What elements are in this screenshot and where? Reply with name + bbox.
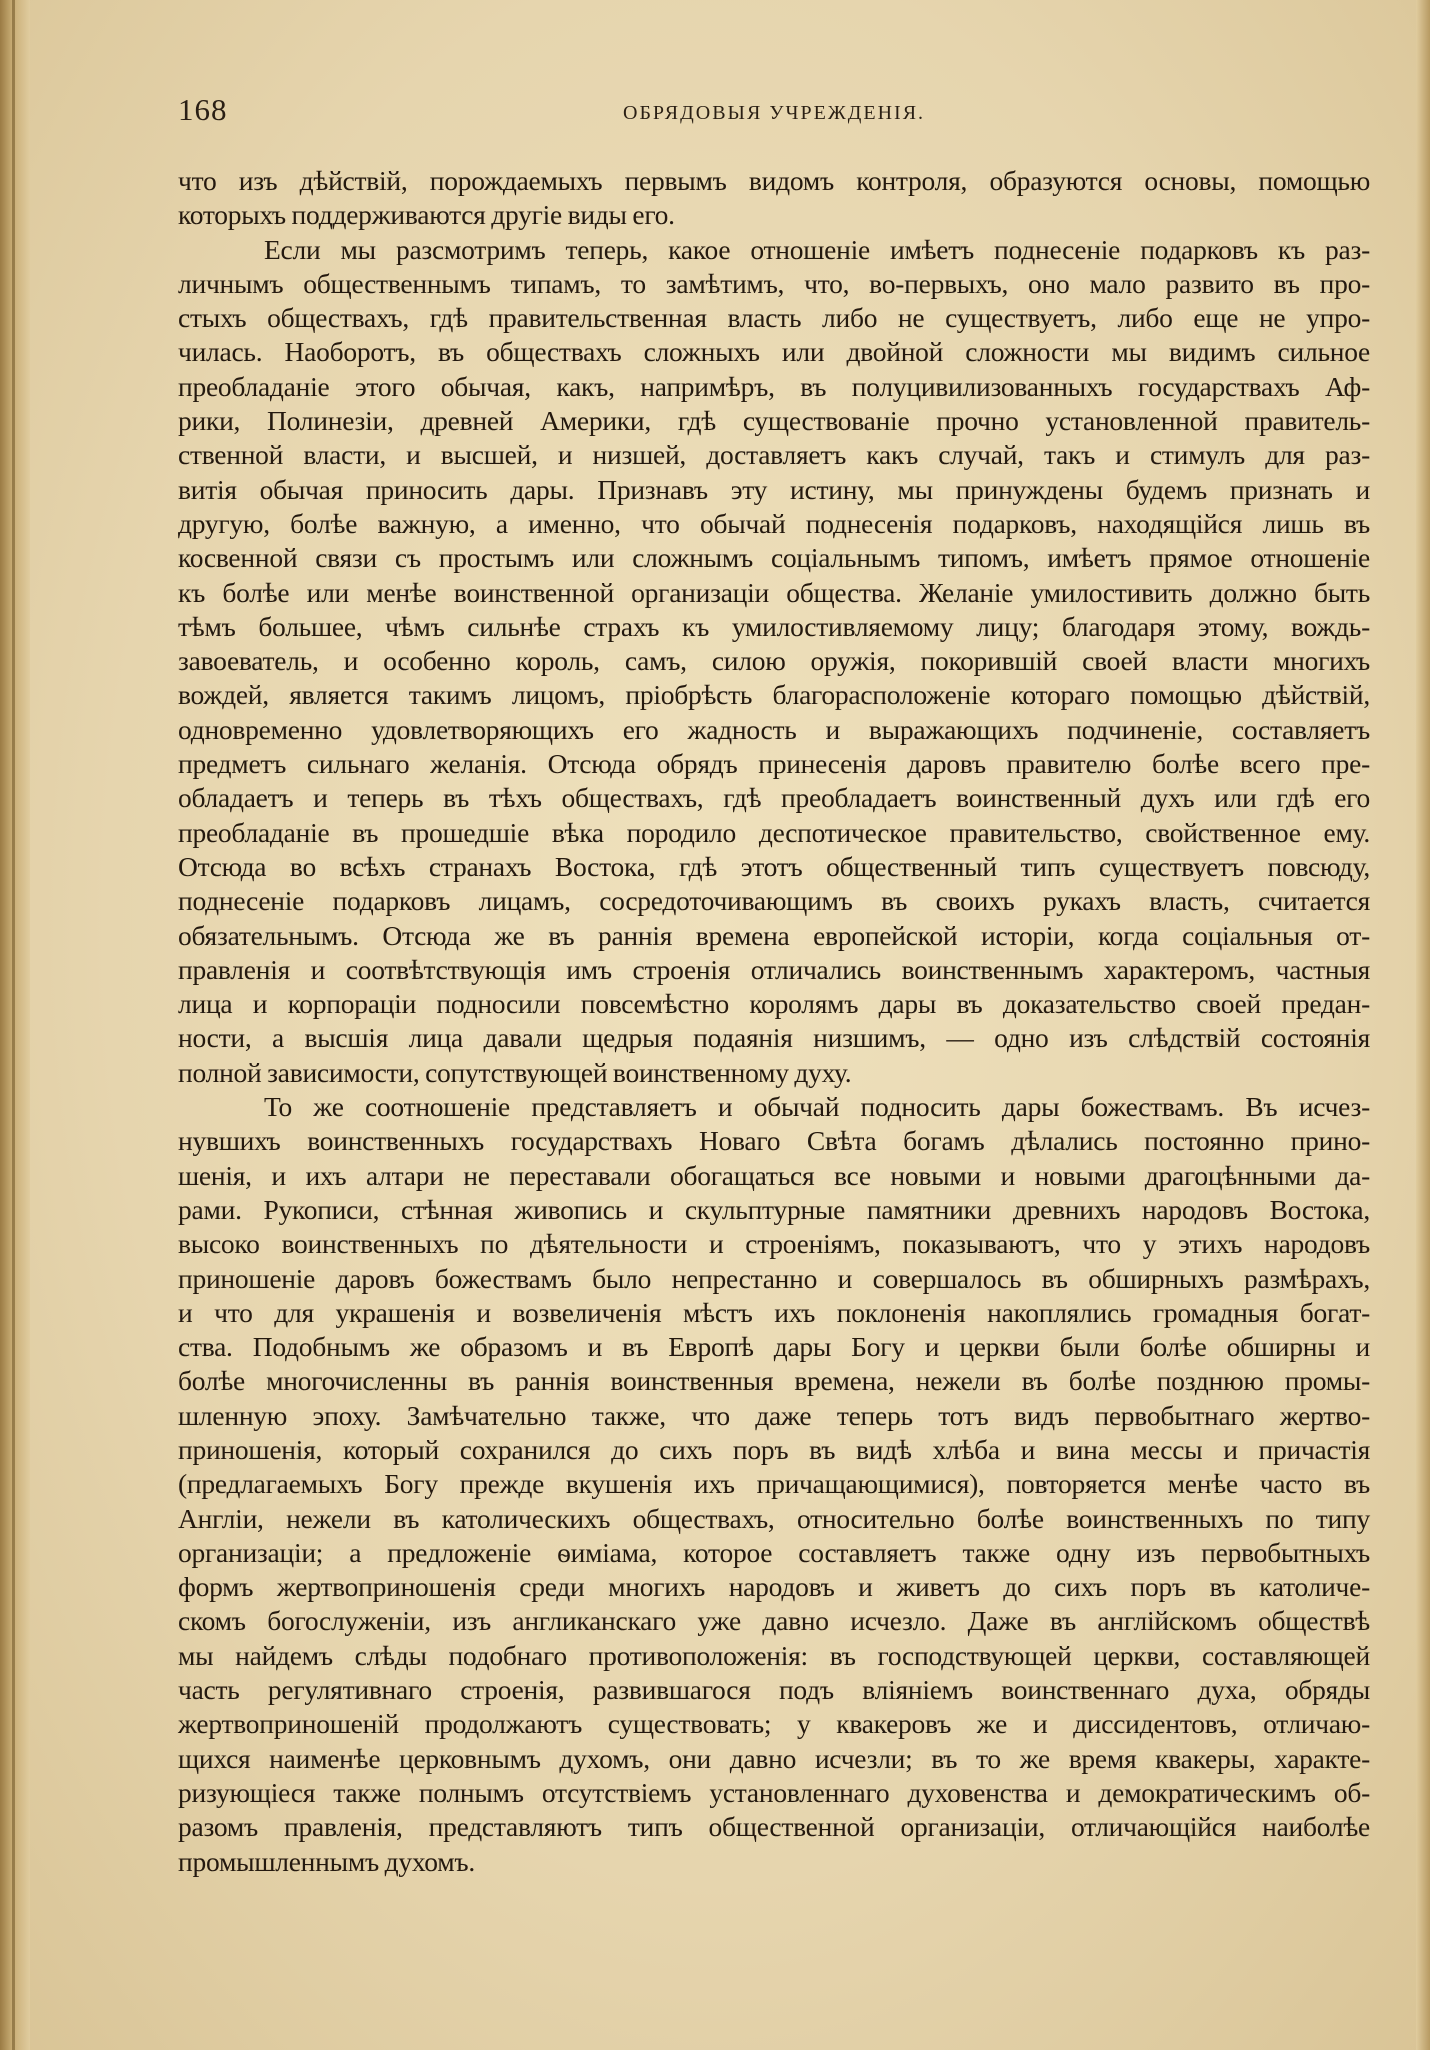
text-line: Если мы разсмотримъ теперь, какое отношеніе имѣетъ поднесеніе подарковъ къ раз- xyxy=(264,233,1370,265)
text-line: поднесеніе подарковъ лицамъ, сосредоточивающимъ въ своихъ рукахъ власть, считается xyxy=(178,885,1370,917)
page-number: 168 xyxy=(178,92,228,127)
text-line: шенія, и ихъ алтари не переставали обогащаться все новыми и новыми драгоцѣнными да- xyxy=(178,1159,1370,1191)
text-line: организаціи; а предложеніе ѳиміама, которое составляетъ также одну изъ первобытныхъ xyxy=(178,1536,1370,1568)
page-left-edge xyxy=(0,0,30,2050)
text-line: тѣмъ большее, чѣмъ сильнѣе страхъ къ умилостивляемому лицу; благодаря этому, вождь- xyxy=(178,610,1370,642)
text-line: одновременно удовлетворяющихъ его жадность и выражающихъ подчиненіе, составляетъ xyxy=(178,713,1370,745)
text-line: которыхъ поддерживаются другіе виды его. xyxy=(178,199,675,231)
text-line: витія обычая приносить дары. Признавъ эту истину, мы принуждены будемъ признать и xyxy=(178,473,1370,505)
text-line: То же соотношеніе представляетъ и обычай подносить дары божествамъ. Въ исчез- xyxy=(264,1091,1370,1123)
text-line: косвенной связи съ простымъ или сложнымъ соціальнымъ типомъ, имѣетъ прямое отношеніе xyxy=(178,542,1370,574)
text-line: промышленнымъ духомъ. xyxy=(178,1845,476,1877)
body-text xyxy=(178,164,1370,1879)
text-line: Англіи, нежели въ католическихъ обществахъ, относительно болѣе воинственныхъ по типу xyxy=(178,1502,1370,1534)
text-line: скомъ богослуженіи, изъ англиканскаго уже давно исчезло. Даже въ англійскомъ обществѣ xyxy=(178,1605,1370,1637)
text-line: лица и корпораціи подносили повсемѣстно королямъ дары въ доказательство своей предан- xyxy=(178,988,1370,1020)
text-line: преобладаніе этого обычая, какъ, напримѣръ, въ полуцивилизованныхъ государствахъ Аф- xyxy=(178,370,1370,402)
text-line: рики, Полинезіи, древней Америки, гдѣ существованіе прочно установленной правитель- xyxy=(178,405,1370,437)
text-line: ности, а высшія лица давали щедрыя подаянія низшимъ, — одно изъ слѣдствій состоянія xyxy=(178,1022,1370,1054)
text-line: приношенія, который сохранился до сихъ поръ въ видѣ хлѣба и вина мессы и причастія xyxy=(178,1433,1370,1465)
text-line: полной зависимости, сопутствующей воинственному духу. xyxy=(178,1056,852,1088)
text-line: ризующіеся также полнымъ отсутствіемъ установленнаго духовенства и демократическимъ об- xyxy=(178,1776,1370,1808)
text-line: предметъ сильнаго желанія. Отсюда обрядъ принесенія даровъ правителю болѣе всего пре- xyxy=(178,748,1370,780)
text-line: и что для украшенія и возвеличенія мѣстъ ихъ поклоненія накоплялись громадныя богат- xyxy=(178,1296,1370,1328)
text-line: обязательнымъ. Отсюда же въ раннія времена европейской исторіи, когда соціальныя от- xyxy=(178,919,1370,951)
text-line: разомъ правленія, представляютъ типъ общественной организаціи, отличающійся наиболѣе xyxy=(178,1811,1370,1843)
text-line: преобладаніе въ прошедшіе вѣка породило деспотическое правительство, свойственное ему. xyxy=(178,816,1370,848)
page-header xyxy=(178,92,1370,132)
text-line: стыхъ обществахъ, гдѣ правительственная власть либо не существуетъ, либо еще не упро- xyxy=(178,302,1370,334)
text-line: другую, болѣе важную, а именно, что обычай поднесенія подарковъ, находящійся лишь въ xyxy=(178,507,1370,539)
text-line: что изъ дѣйствій, порождаемыхъ первымъ видомъ контроля, образуются основы, помощью xyxy=(178,165,1370,196)
text-line: приношеніе даровъ божествамъ было непрестанно и совершалось въ обширныхъ размѣрахъ, xyxy=(178,1262,1370,1294)
text-line: вождей, является такимъ лицомъ, пріобрѣсть благорасположеніе котораго помощью дѣйствій, xyxy=(178,679,1370,711)
text-line: завоеватель, и особенно король, самъ, силою оружія, покорившій своей власти многихъ xyxy=(178,645,1370,677)
text-line: рами. Рукописи, стѣнная живопись и скульптурные памятники древнихъ народовъ Востока, xyxy=(178,1193,1370,1225)
text-line: часть регулятивнаго строенія, развившагося подъ вліяніемъ воинственнаго духа, обряды xyxy=(178,1674,1370,1706)
text-line: болѣе многочисленны въ раннія воинственныя времена, нежели въ болѣе позднюю промы- xyxy=(178,1365,1370,1397)
text-line: мы найдемъ слѣды подобнаго противоположенія: въ господствующей церкви, составляющей xyxy=(178,1639,1370,1671)
text-line: жертвоприношеній продолжаютъ существовать; у квакеровъ же и диссидентовъ, отличаю- xyxy=(178,1708,1370,1740)
running-head: ОБРЯДОВЫЯ УЧРЕЖДЕНІЯ. xyxy=(623,102,926,124)
text-line: личнымъ общественнымъ типамъ, то замѣтимъ, что, во-первыхъ, оно мало развито въ про- xyxy=(178,267,1370,299)
text-line: высоко воинственныхъ по дѣятельности и строеніямъ, показываютъ, что у этихъ народовъ xyxy=(178,1228,1370,1260)
text-line: (предлагаемыхъ Богу прежде вкушенія ихъ причащающимися), повторяется менѣе часто въ xyxy=(178,1468,1370,1500)
text-line: ственной власти, и высшей, и низшей, доставляетъ какъ случай, такъ и стимулъ для раз- xyxy=(178,439,1370,471)
text-line: къ болѣе или менѣе воинственной организаціи общества. Желаніе умилостивить должно быть xyxy=(178,576,1370,608)
text-line: правленія и соотвѣтствующія имъ строенія отличались воинственнымъ характеромъ, частныя xyxy=(178,953,1370,985)
text-line: шленную эпоху. Замѣчательно также, что даже теперь тотъ видъ первобытнаго жертво- xyxy=(178,1399,1370,1431)
text-line: формъ жертвоприношенія среди многихъ народовъ и живетъ до сихъ поръ въ католиче- xyxy=(178,1571,1370,1603)
text-line: обладаетъ и теперь въ тѣхъ обществахъ, гдѣ преобладаетъ воинственный духъ или гдѣ его xyxy=(178,782,1370,814)
binding-line xyxy=(12,0,15,2050)
text-line: чилась. Наоборотъ, въ обществахъ сложныхъ или двойной сложности мы видимъ сильное xyxy=(178,336,1370,368)
text-line: щихся наименѣе церковнымъ духомъ, они давно исчезли; въ то же время квакеры, характе- xyxy=(178,1742,1370,1774)
text-line: Отсюда во всѣхъ странахъ Востока, гдѣ этотъ общественный типъ существуетъ повсюду, xyxy=(178,850,1370,882)
text-line: нувшихъ воинственныхъ государствахъ Новаго Свѣта богамъ дѣлались постоянно прино- xyxy=(178,1125,1370,1157)
page-right-edge xyxy=(1416,0,1430,2050)
text-line: ства. Подобнымъ же образомъ и въ Европѣ дары Богу и церкви были болѣе обширны и xyxy=(178,1331,1370,1363)
